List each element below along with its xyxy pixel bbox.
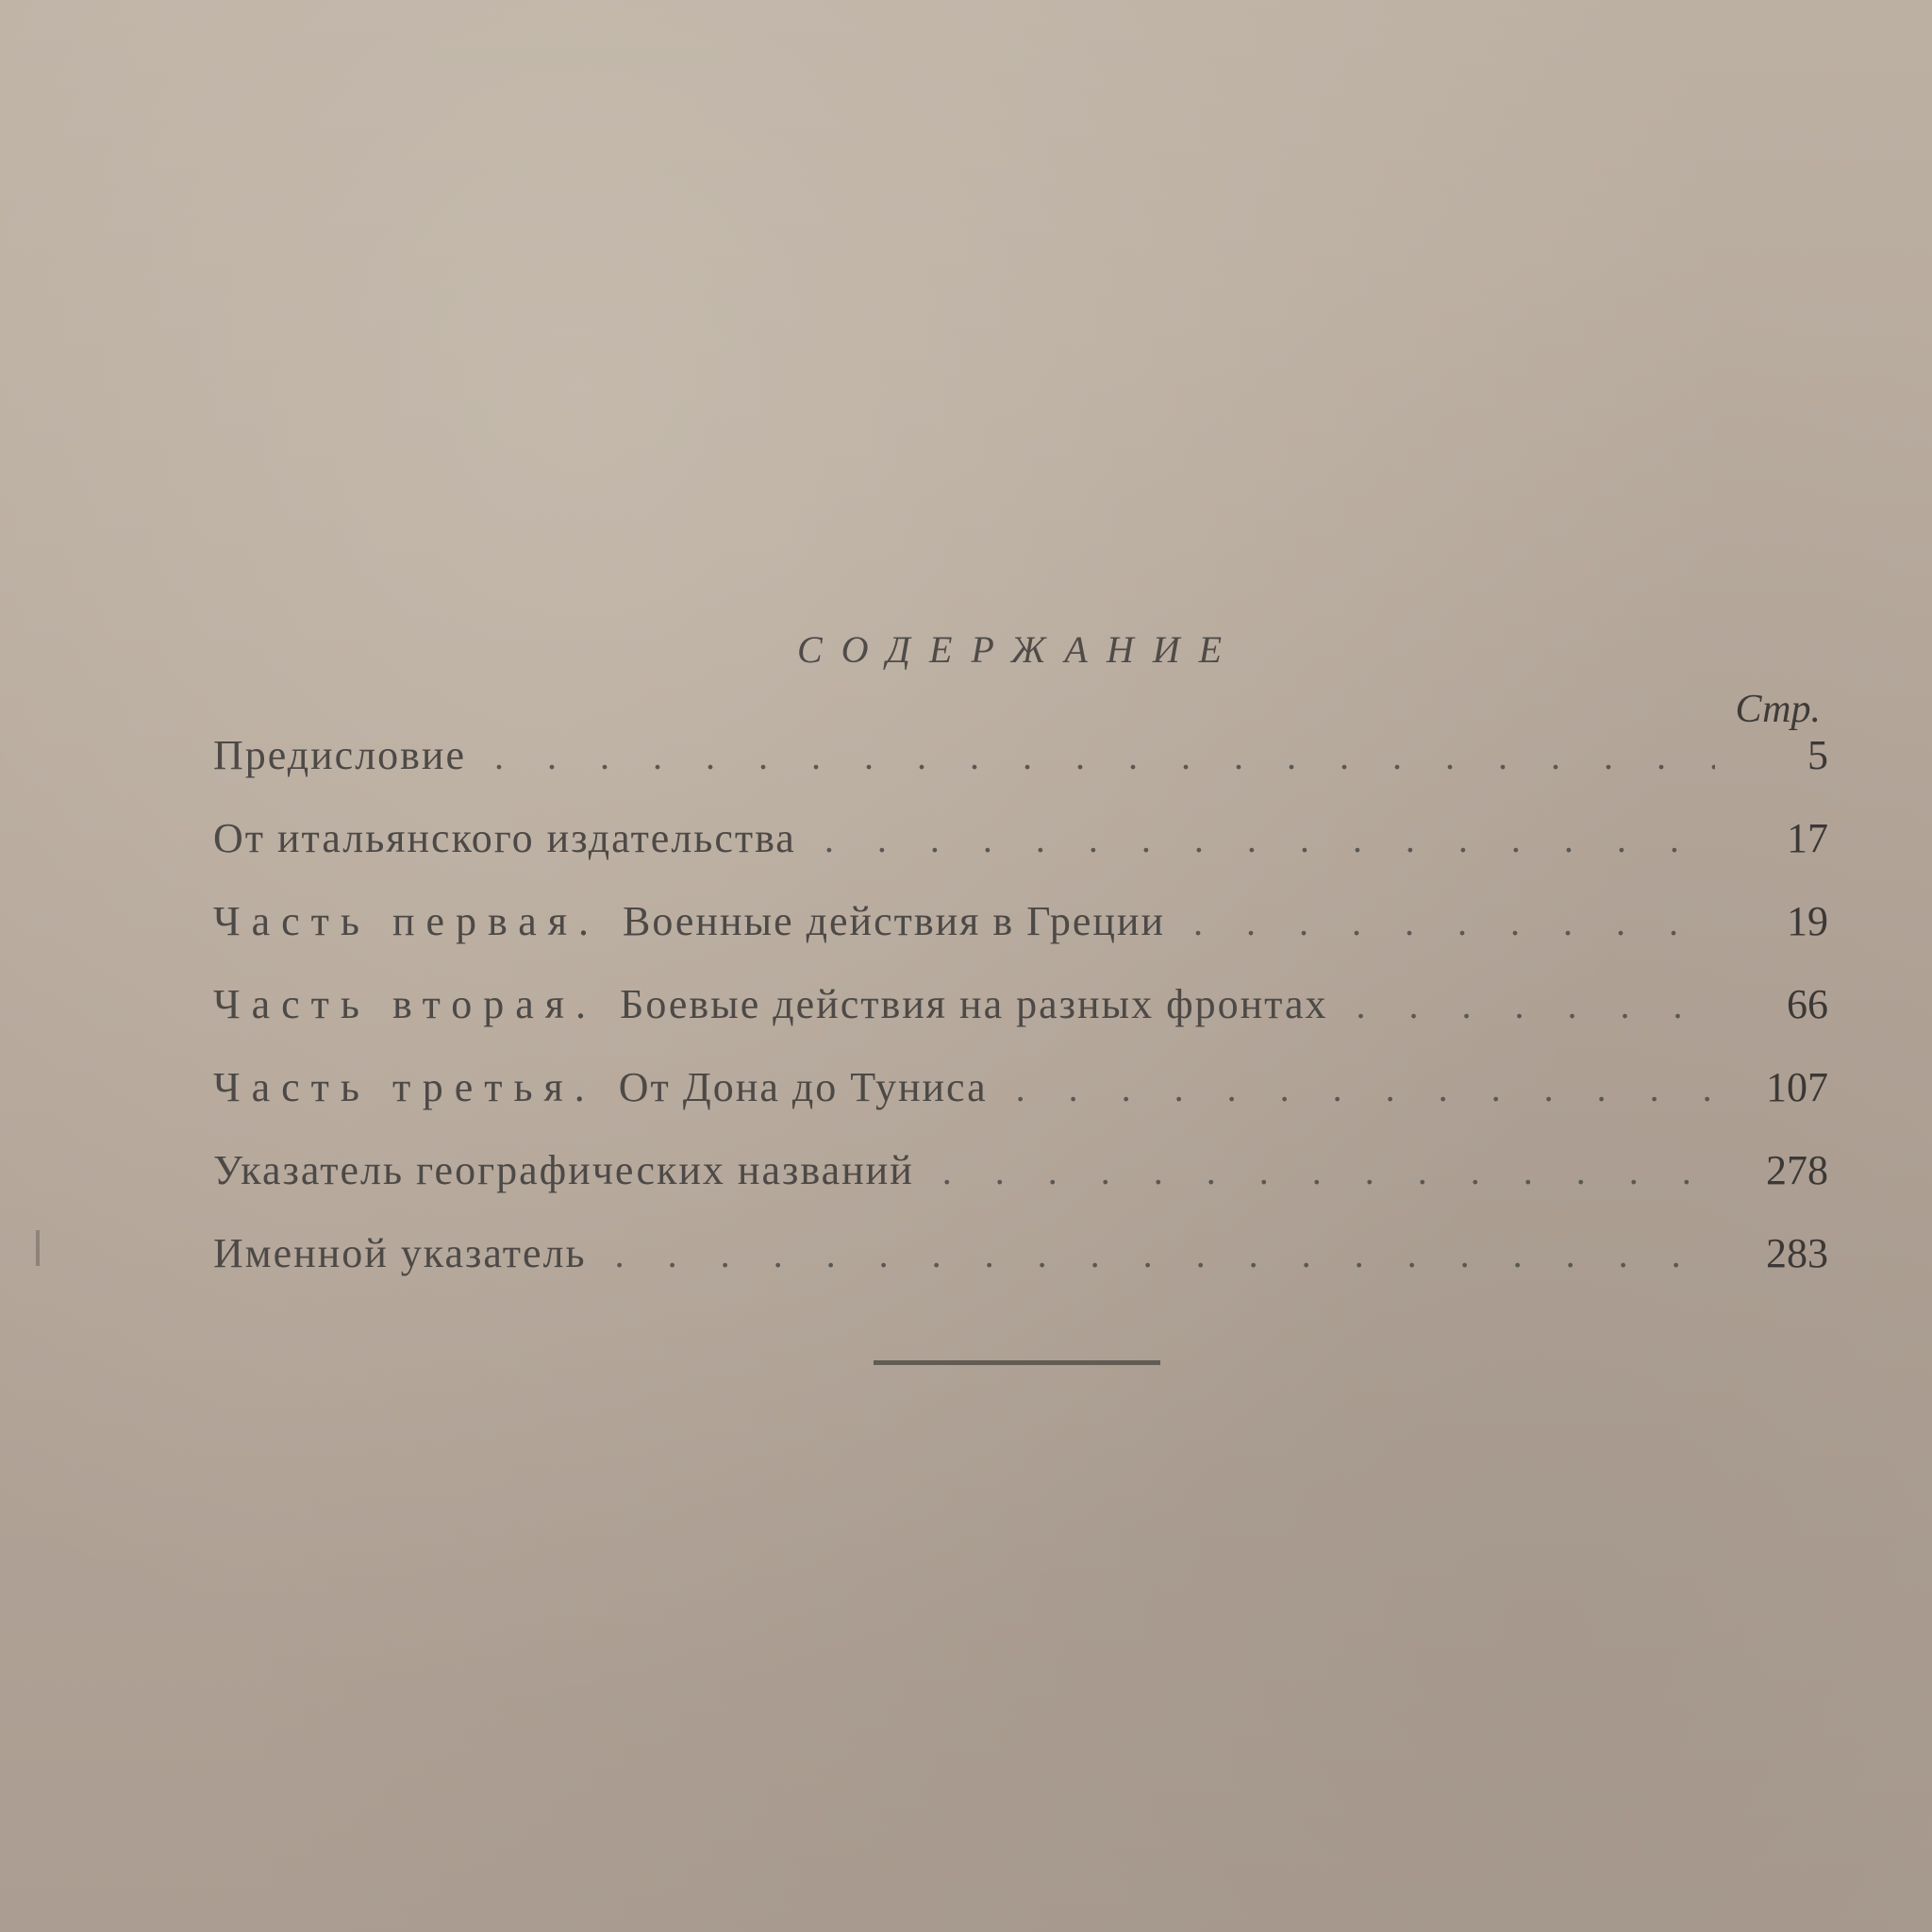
toc-entry-part-label: Часть третья. [213, 1064, 596, 1110]
toc-entry-title: Боевые действия на разных фронтах [620, 981, 1328, 1027]
toc-entry-title: Указатель географических названий [213, 1147, 914, 1193]
toc-entry-geographic-index [213, 1146, 1828, 1229]
dot-leader [942, 1149, 1715, 1193]
toc-entry-name-index [213, 1229, 1828, 1312]
toc-entry-title: Военные действия в Греции [623, 898, 1165, 944]
toc-entry-preface [213, 731, 1828, 814]
toc-entry-part-label: Часть вторая. [213, 981, 598, 1027]
toc-page-number: 278 [1766, 1147, 1828, 1193]
dot-leader [1016, 1066, 1715, 1110]
toc-page-number: 19 [1787, 898, 1828, 944]
toc-entry-title: От итальянского издательства [213, 815, 796, 861]
toc-page-number: 17 [1787, 815, 1828, 861]
toc-entry-title: Именной указатель [213, 1230, 587, 1276]
paper-mark [36, 1230, 40, 1266]
table-of-contents [213, 731, 1828, 1312]
toc-entry-part-two [213, 980, 1828, 1063]
toc-entry-part-one [213, 897, 1828, 980]
page-column-label: Стр. [1735, 688, 1821, 731]
toc-page-number: 283 [1766, 1230, 1828, 1276]
toc-page-number: 5 [1807, 732, 1828, 778]
dot-leader [1193, 900, 1715, 944]
toc-entry-title: От Дона до Туниса [618, 1064, 988, 1110]
toc-entry-title: Предисловие [213, 732, 466, 778]
closing-rule-divider [874, 1360, 1160, 1365]
toc-entry-part-label: Часть первая. [213, 898, 600, 944]
toc-entry-part-three [213, 1063, 1828, 1146]
toc-page-number: 107 [1766, 1064, 1828, 1110]
dot-leader [615, 1232, 1715, 1276]
toc-page-number: 66 [1787, 981, 1828, 1027]
contents-title: СОДЕРЖАНИЕ [796, 628, 1241, 671]
dot-leader [494, 734, 1715, 778]
dot-leader [1356, 983, 1715, 1027]
toc-entry-italian-publisher [213, 814, 1828, 897]
dot-leader [824, 817, 1715, 861]
